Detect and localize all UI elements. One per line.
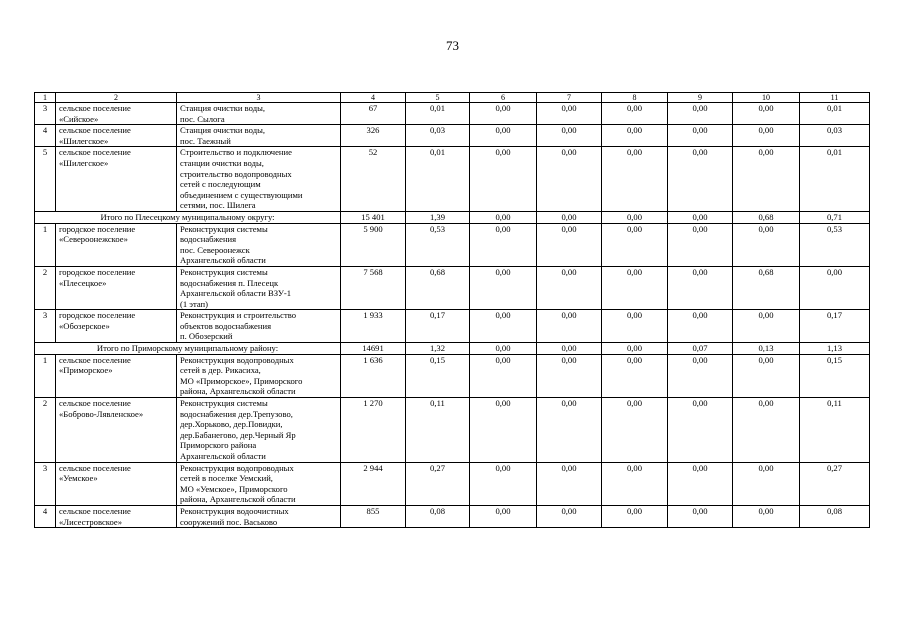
project-line: Станция очистки воды, (180, 103, 266, 113)
value-cell: 1,32 (406, 343, 470, 355)
settlement-cell (56, 125, 177, 147)
settlement-line: городское поселение (59, 266, 136, 277)
value-cell: 0,11 (406, 398, 470, 463)
value-cell: 0,00 (602, 211, 668, 223)
column-header: 10 (733, 93, 800, 103)
table-row (35, 398, 870, 463)
value-cell: 0,00 (470, 505, 537, 527)
data-table (34, 92, 870, 528)
value-cell: 0,01 (800, 103, 870, 125)
project-line: Архангельской области (180, 255, 266, 266)
value-cell: 0,03 (406, 125, 470, 147)
project-cell (177, 505, 341, 527)
settlement-line: «Сийское» (59, 113, 99, 124)
value-cell: 15 401 (341, 211, 406, 223)
value-cell: 0,00 (733, 462, 800, 505)
row-number: 5 (35, 147, 56, 212)
value-cell: 52 (341, 147, 406, 212)
value-cell: 0,00 (537, 147, 602, 212)
project-line: водоснабжения (180, 234, 237, 245)
settlement-cell (56, 310, 177, 343)
project-line: станции очистки воды, (180, 157, 264, 168)
row-number: 3 (35, 310, 56, 343)
table-row (35, 310, 870, 343)
row-number: 1 (35, 354, 56, 397)
column-header: 11 (800, 93, 870, 103)
value-cell: 0,00 (800, 266, 870, 309)
project-line: Реконструкция и строительство (180, 310, 297, 321)
project-line: строительство водопроводных (180, 168, 292, 179)
project-line: Реконструкция водоочистных (180, 505, 289, 516)
settlement-line: «Приморское» (59, 365, 113, 376)
settlement-cell (56, 354, 177, 397)
value-cell: 0,68 (406, 266, 470, 309)
value-cell: 0,00 (470, 266, 537, 309)
value-cell: 0,00 (470, 223, 537, 266)
value-cell: 0,00 (537, 103, 602, 125)
settlement-line: «Лисестровское» (59, 516, 123, 527)
value-cell: 2 944 (341, 462, 406, 505)
value-cell: 0,00 (537, 462, 602, 505)
value-cell: 855 (341, 505, 406, 527)
value-cell: 0,00 (733, 505, 800, 527)
value-cell: 7 568 (341, 266, 406, 309)
row-number: 1 (35, 223, 56, 266)
value-cell: 0,00 (733, 147, 800, 212)
settlement-cell (56, 505, 177, 527)
project-line: пос. Североонежск (180, 244, 250, 255)
table-row (35, 223, 870, 266)
project-line: района, Архангельской области (180, 386, 296, 397)
value-cell: 0,08 (406, 505, 470, 527)
value-cell: 0,01 (800, 147, 870, 212)
value-cell: 0,68 (733, 211, 800, 223)
value-cell: 0,00 (470, 147, 537, 212)
value-cell: 0,00 (668, 147, 733, 212)
settlement-line: сельское поселение (59, 103, 131, 113)
value-cell: 0,00 (668, 462, 733, 505)
column-header: 3 (177, 93, 341, 103)
value-cell: 0,00 (470, 103, 537, 125)
settlement-line: сельское поселение (59, 505, 131, 516)
row-number: 3 (35, 103, 56, 125)
value-cell: 0,00 (733, 310, 800, 343)
settlement-line: сельское поселение (59, 462, 131, 473)
row-number: 3 (35, 462, 56, 505)
column-header: 7 (537, 93, 602, 103)
project-cell (177, 310, 341, 343)
settlement-line: «Боброво-Лявленское» (59, 408, 144, 419)
project-cell (177, 266, 341, 309)
row-number: 2 (35, 266, 56, 309)
value-cell: 0,00 (733, 103, 800, 125)
value-cell: 5 900 (341, 223, 406, 266)
project-line: объединением с существующими (180, 189, 303, 200)
project-line: Реконструкция водопроводных (180, 462, 294, 473)
project-line: пос. Сылога (180, 113, 225, 124)
value-cell: 0,53 (800, 223, 870, 266)
project-line: сетей в дер. Рикасиха, (180, 365, 261, 376)
value-cell: 0,00 (537, 354, 602, 397)
project-cell (177, 354, 341, 397)
value-cell: 0,00 (668, 310, 733, 343)
value-cell: 0,00 (668, 354, 733, 397)
project-line: Архангельской области (180, 451, 266, 461)
value-cell: 0,00 (537, 211, 602, 223)
settlement-line: «Шилегское» (59, 157, 109, 168)
value-cell: 326 (341, 125, 406, 147)
value-cell: 0,27 (800, 462, 870, 505)
value-cell: 0,00 (602, 354, 668, 397)
settlement-line: сельское поселение (59, 354, 131, 365)
project-line: Реконструкция системы (180, 223, 268, 234)
column-header: 2 (56, 93, 177, 103)
column-header: 6 (470, 93, 537, 103)
value-cell: 0,53 (406, 223, 470, 266)
value-cell: 0,00 (470, 211, 537, 223)
value-cell: 0,00 (602, 505, 668, 527)
table-row (35, 505, 870, 527)
value-cell: 0,00 (668, 211, 733, 223)
settlement-cell (56, 398, 177, 463)
value-cell: 0,71 (800, 211, 870, 223)
table-row (35, 103, 870, 125)
value-cell: 0,68 (733, 266, 800, 309)
value-cell: 0,00 (602, 398, 668, 463)
value-cell: 0,00 (733, 223, 800, 266)
value-cell: 0,00 (537, 398, 602, 463)
subtotal-row (35, 211, 870, 223)
value-cell: 0,00 (470, 462, 537, 505)
settlement-cell (56, 462, 177, 505)
value-cell: 0,17 (406, 310, 470, 343)
project-cell (177, 103, 341, 125)
project-line: МО «Приморское», Приморского (180, 375, 303, 386)
settlement-line: городское поселение (59, 310, 136, 321)
value-cell: 0,03 (800, 125, 870, 147)
subtotal-label: Итого по Приморскому муниципальному району: (35, 343, 341, 355)
value-cell: 67 (341, 103, 406, 125)
value-cell: 0,00 (470, 354, 537, 397)
project-line: сооружений пос. Васьково (180, 516, 278, 527)
settlement-line: «Уемское» (59, 473, 98, 484)
value-cell: 0,00 (668, 223, 733, 266)
value-cell: 0,00 (537, 505, 602, 527)
settlement-cell (56, 147, 177, 212)
column-header: 8 (602, 93, 668, 103)
column-header: 1 (35, 93, 56, 103)
project-line: Строительство и подключение (180, 147, 292, 158)
settlement-line: «Шилегское» (59, 135, 109, 146)
settlement-line: «Плесецкое» (59, 277, 107, 288)
value-cell: 0,00 (602, 310, 668, 343)
value-cell: 0,00 (602, 147, 668, 212)
value-cell: 0,00 (470, 310, 537, 343)
settlement-line: сельское поселение (59, 147, 131, 158)
value-cell: 0,00 (602, 343, 668, 355)
project-line: дер.Хорьково, дер.Повидки, (180, 419, 283, 430)
value-cell: 0,07 (668, 343, 733, 355)
project-line: объектов водоснабжения (180, 320, 272, 331)
project-cell (177, 147, 341, 212)
value-cell: 0,00 (470, 125, 537, 147)
value-cell: 0,00 (733, 354, 800, 397)
value-cell: 0,00 (537, 125, 602, 147)
value-cell: 0,00 (537, 266, 602, 309)
value-cell: 1 933 (341, 310, 406, 343)
settlement-line: «Обозерское» (59, 320, 110, 331)
project-cell (177, 125, 341, 147)
value-cell: 0,00 (470, 343, 537, 355)
project-line: дер.Бабанегово, дер.Черный Яр (180, 429, 296, 440)
project-cell (177, 462, 341, 505)
project-line: пос. Таежный (180, 135, 231, 146)
value-cell: 0,00 (668, 266, 733, 309)
settlement-cell (56, 103, 177, 125)
value-cell: 0,01 (406, 147, 470, 212)
value-cell: 0,00 (733, 125, 800, 147)
project-cell (177, 398, 341, 463)
project-line: (1 этап) (180, 298, 209, 309)
value-cell: 0,00 (602, 462, 668, 505)
table-row (35, 462, 870, 505)
value-cell: 0,00 (537, 223, 602, 266)
value-cell: 0,00 (537, 310, 602, 343)
project-line: водоснабжения п. Плесецк (180, 277, 279, 288)
column-header: 9 (668, 93, 733, 103)
value-cell: 0,00 (668, 505, 733, 527)
value-cell: 1 636 (341, 354, 406, 397)
table-row (35, 266, 870, 309)
column-header: 5 (406, 93, 470, 103)
project-line: водоснабжения дер.Трепузово, (180, 408, 293, 419)
column-header: 4 (341, 93, 406, 103)
row-number: 2 (35, 398, 56, 463)
row-number: 4 (35, 125, 56, 147)
value-cell: 0,00 (668, 398, 733, 463)
value-cell: 0,00 (602, 125, 668, 147)
settlement-line: «Североонежское» (59, 234, 128, 245)
project-line: Реконструкция водопроводных (180, 354, 294, 365)
settlement-line: сельское поселение (59, 125, 131, 136)
table-row (35, 147, 870, 212)
value-cell: 0,15 (800, 354, 870, 397)
project-cell (177, 223, 341, 266)
project-line: Приморского района (180, 440, 257, 451)
row-number: 4 (35, 505, 56, 527)
table-row (35, 354, 870, 397)
project-line: Архангельской области ВЗУ-1 (180, 288, 292, 299)
value-cell: 1,39 (406, 211, 470, 223)
value-cell: 0,00 (470, 398, 537, 463)
value-cell: 0,15 (406, 354, 470, 397)
value-cell: 0,00 (733, 398, 800, 463)
project-line: сетей в поселке Уемский, (180, 473, 273, 484)
value-cell: 1 270 (341, 398, 406, 463)
settlement-line: сельское поселение (59, 398, 131, 409)
project-line: Станция очистки воды, (180, 125, 266, 136)
value-cell: 0,11 (800, 398, 870, 463)
value-cell: 0,00 (602, 266, 668, 309)
settlement-cell (56, 223, 177, 266)
value-cell: 0,17 (800, 310, 870, 343)
table-header-row (35, 93, 870, 103)
page-number: 73 (446, 38, 459, 53)
value-cell: 0,08 (800, 505, 870, 527)
project-line: Реконструкция системы (180, 398, 268, 409)
subtotal-label: Итого по Плесецкому муниципальному округу: (35, 211, 341, 223)
value-cell: 0,00 (537, 343, 602, 355)
value-cell: 0,00 (602, 103, 668, 125)
value-cell: 0,00 (602, 223, 668, 266)
project-line: района, Архангельской области (180, 494, 296, 505)
project-line: п. Обозерский (180, 331, 233, 342)
settlement-cell (56, 266, 177, 309)
value-cell: 0,13 (733, 343, 800, 355)
subtotal-row (35, 343, 870, 355)
value-cell: 0,00 (668, 103, 733, 125)
value-cell: 14691 (341, 343, 406, 355)
value-cell: 0,27 (406, 462, 470, 505)
project-line: МО «Уемское», Приморского (180, 483, 288, 494)
project-line: сетей с последующим (180, 179, 261, 190)
project-line: сетями, пос. Шилега (180, 200, 256, 211)
value-cell: 1,13 (800, 343, 870, 355)
project-line: Реконструкция системы (180, 266, 268, 277)
value-cell: 0,01 (406, 103, 470, 125)
table-row (35, 125, 870, 147)
value-cell: 0,00 (668, 125, 733, 147)
settlement-line: городское поселение (59, 223, 136, 234)
